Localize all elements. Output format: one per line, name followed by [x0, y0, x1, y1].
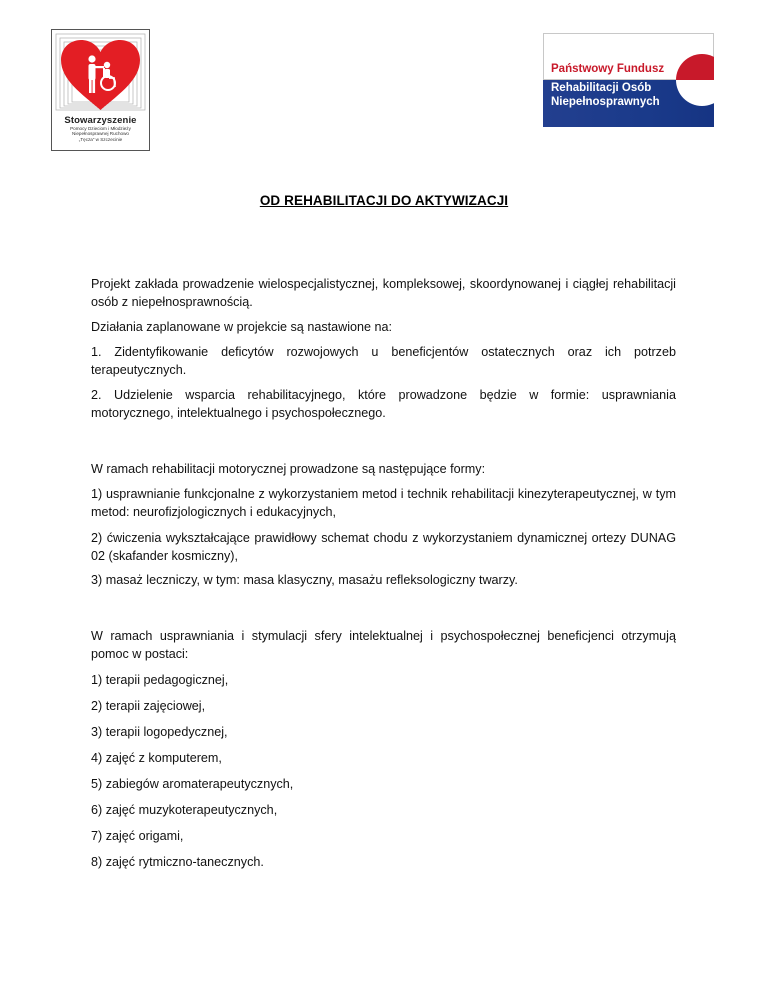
pfron-name-line2: Rehabilitacji Osób [551, 82, 652, 94]
paragraph-action-2: 2. Udzielenie wsparcia rehabilitacyjnego, które prowadzone będzie w formie: usprawniania motorycznego, intelektualnego i psychospołecznego. [91, 388, 676, 420]
association-logo [51, 29, 150, 151]
document-title: OD REHABILITACJI DO AKTYWIZACJI [259, 193, 509, 208]
paragraph-actions-intro: Działania zaplanowane w projekcie są nastawione na: [91, 320, 393, 334]
list-item: 6) zajęć muzykoterapeutycznych, [91, 803, 278, 817]
list-item: 3) terapii logopedycznej, [91, 725, 228, 739]
association-subtitle [54, 126, 147, 142]
list-item: 1) terapii pedagogicznej, [91, 673, 229, 687]
association-subtitle-line: Pomocy Dzieciom i Młodzieży [70, 126, 131, 131]
association-subtitle-line: „Tęcza” w Szczecinie [78, 136, 123, 142]
paragraph-motor-1: 1) usprawnianie funkcjonalne z wykorzystaniem metod i technik rehabilitacji kinezyterapeutycznej, w tym metod: neurofizjologicznych i edukacyjnych, [91, 487, 676, 519]
paragraph-motor-intro: W ramach rehabilitacji motorycznej prowadzone są następujące formy: [91, 462, 486, 476]
pfron-name-line1: Państwowy Fundusz [551, 63, 665, 75]
heart-with-wheelchair-icon [52, 30, 149, 116]
paragraph-motor-2: 2) ćwiczenia wykształcające prawidłowy schemat chodu z wykorzystaniem dynamicznej ortezy DUNAG 02 (skafander kosmiczny), [91, 531, 676, 563]
paragraph-intellectual-intro: W ramach usprawniania i stymulacji sfery intelektualnej i psychospołecznej beneficjenci otrzymują pomoc w postaci: [91, 629, 676, 661]
list-item: 7) zajęć origami, [91, 829, 184, 843]
list-item: 4) zajęć z komputerem, [91, 751, 222, 765]
list-item: 5) zabiegów aromaterapeutycznych, [91, 777, 294, 791]
association-subtitle-line: Niepełnosprawnej Ruchowo [72, 131, 129, 137]
paragraph-action-1: 1. Zidentyfikowanie deficytów rozwojowych u beneficjentów ostatecznych oraz ich potrzeb terapeutycznych. [91, 345, 676, 377]
pfron-name-line3: Niepełnosprawnych [551, 96, 660, 108]
pfron-logo [543, 33, 714, 127]
paragraph-motor-3: 3) masaż leczniczy, w tym: masa klasyczny, masażu refleksologiczny twarzy. [91, 573, 518, 587]
association-name: Stowarzyszenie [64, 115, 137, 126]
list-item: 2) terapii zajęciowej, [91, 699, 206, 713]
paragraph-project-scope: Projekt zakłada prowadzenie wielospecjalistycznej, kompleksowej, skoordynowanej i ciągłej rehabilitacji osób z niepełnosprawnością. [91, 277, 676, 309]
pfron-circle-icon [543, 33, 714, 127]
list-item: 8) zajęć rytmiczno-tanecznych. [91, 855, 264, 869]
